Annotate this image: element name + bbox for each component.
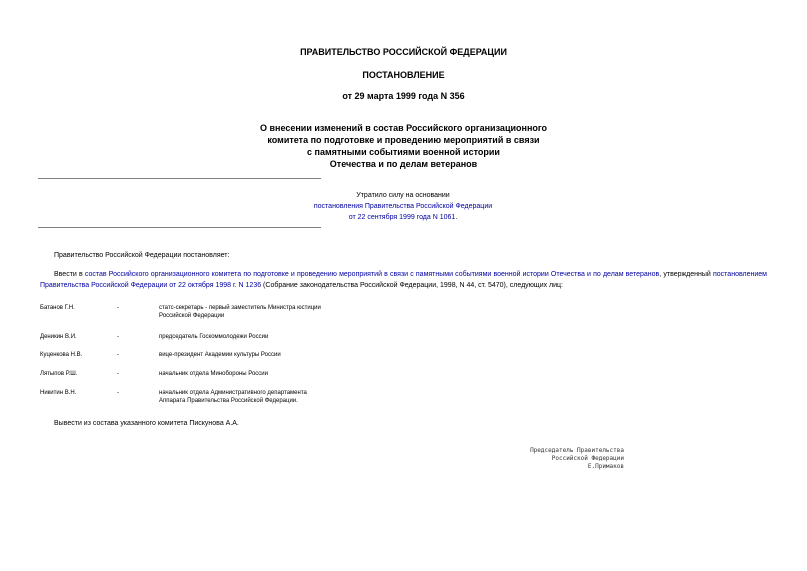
member-position: председатель Госкоммолодежи России: [159, 334, 269, 340]
signature-line: Российской Федерации: [551, 455, 624, 462]
paragraph-remove-member: Вывести из состава указанного комитета Пискунова А.А.: [54, 420, 239, 427]
intro-paragraph: Правительство Российской Федерации постановляет:: [54, 252, 230, 259]
divider-top: [38, 178, 321, 179]
status-note: [300, 190, 506, 223]
member-dash: -: [117, 305, 119, 311]
subject-line: О внесении изменений в состав Российского организационного: [259, 123, 547, 133]
status-note-period: .: [455, 214, 458, 221]
member-position: статс-секретарь - первый заместитель Министра юстиции Российской Федерации: [159, 305, 321, 319]
document-type: ПОСТАНОВЛЕНИЕ: [362, 70, 445, 80]
government-title: ПРАВИТЕЛЬСТВО РОССИЙСКОЙ ФЕДЕРАЦИИ: [300, 47, 507, 57]
p1-mid: , утвержденный: [659, 271, 713, 278]
divider-bottom: [38, 227, 321, 228]
repeal-decree-link[interactable]: постановления Правительства Российской Федерации: [313, 203, 493, 210]
document-date-number: от 29 марта 1999 года N 356: [342, 91, 465, 101]
status-note-text: Утратило силу на основании: [356, 192, 450, 199]
signature-block: [470, 447, 624, 471]
repeal-decree-date-link[interactable]: от 22 сентября 1999 года N 1061: [348, 214, 456, 221]
subject-line: с памятными событиями военной истории: [307, 147, 500, 157]
p1-end: (Собрание законодательства Российской Федерации, 1998, N 44, ст. 5470), следующих лиц:: [261, 282, 563, 289]
document-subject: [0, 122, 807, 170]
signature-line: Председатель Правительства: [530, 447, 624, 454]
committee-composition-link[interactable]: состав Российского организационного комитета по подготовке и проведению мероприятий в связи с памятными событиями военной истории Отечества и по делам ветеранов: [84, 271, 660, 278]
signature-name: Е.Примаков: [587, 463, 624, 470]
subject-line: комитета по подготовке и проведению мероприятий в связи: [267, 135, 540, 145]
member-dash: -: [117, 390, 119, 396]
member-name: Куценкова Н.В.: [40, 352, 83, 358]
subject-line: Отечества и по делам ветеранов: [329, 159, 478, 169]
member-dash: -: [117, 334, 119, 340]
member-dash: -: [117, 371, 119, 377]
member-position: вице-президент Академии культуры России: [159, 352, 281, 358]
member-name: Лятыпов Р.Ш.: [40, 371, 78, 377]
member-name: Деникин В.И.: [40, 334, 77, 340]
p1-start: Ввести в: [54, 271, 85, 278]
member-position: начальник отдела Административного департамента Аппарата Правительства Российской Федерации.: [159, 390, 307, 404]
decree-1236-link[interactable]: постановлением Правительства Российской Федерации от 22 октября 1998 г. N 1236: [40, 271, 767, 289]
member-name: Батанов Г.Н.: [40, 305, 75, 311]
member-name: Никитин В.Н.: [40, 390, 77, 396]
member-dash: -: [117, 352, 119, 358]
paragraph-add-members: [40, 269, 767, 291]
member-position: начальник отдела Минобороны России: [159, 371, 268, 377]
